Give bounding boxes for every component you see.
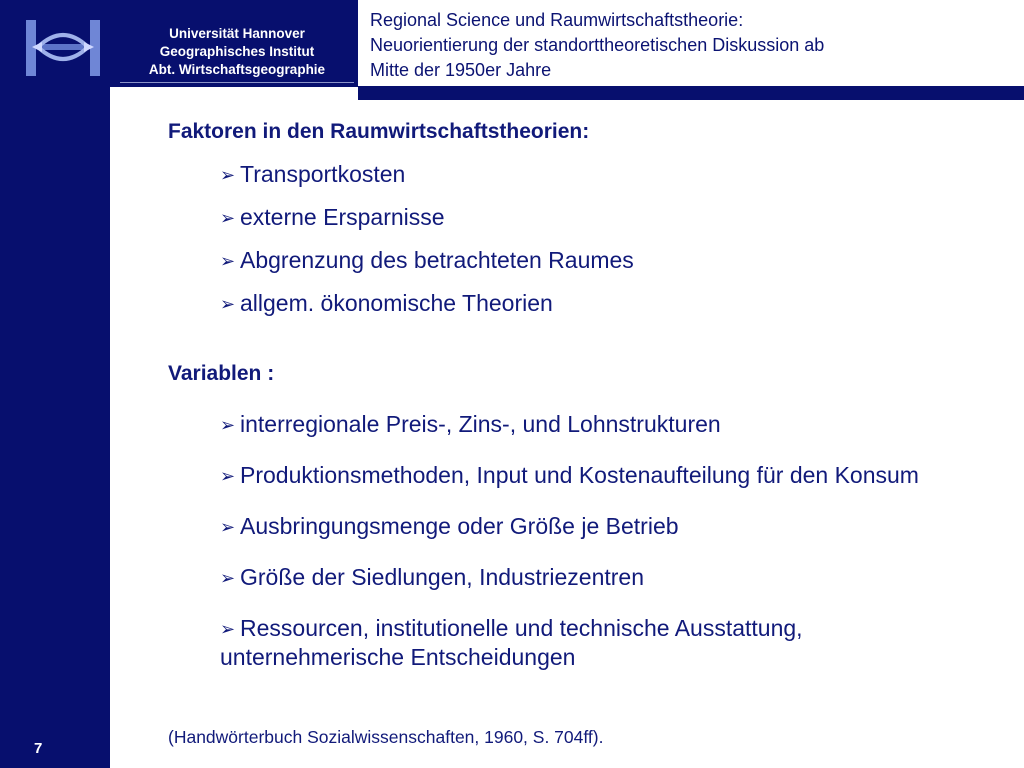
slide-content	[168, 118, 998, 671]
list-item-text: interregionale Preis-, Zins-, und Lohnstrukturen	[240, 411, 721, 437]
list-item-text: allgem. ökonomische Theorien	[240, 290, 553, 316]
institution-line-institute: Geographisches Institut	[159, 44, 315, 59]
institution-underline	[120, 82, 354, 83]
arrow-bullet-icon: ➢	[220, 165, 236, 185]
arrow-bullet-icon: ➢	[220, 251, 236, 271]
arrow-bullet-icon: ➢	[220, 568, 236, 588]
side-band	[0, 0, 110, 768]
lecture-title-line-2: Neuorientierung der standorttheoretischen Diskussion ab	[370, 35, 825, 55]
list-item-text: Ausbringungsmenge oder Größe je Betrieb	[240, 513, 679, 539]
header-rule	[358, 86, 1024, 100]
list-item	[168, 512, 998, 541]
page-number: 7	[34, 740, 43, 757]
institution-name	[118, 25, 356, 79]
arrow-bullet-icon: ➢	[220, 294, 236, 314]
arrow-bullet-icon: ➢	[220, 466, 236, 486]
list-item	[168, 289, 998, 318]
source-citation: (Handwörterbuch Sozialwissenschaften, 1960, S. 704ff).	[168, 727, 604, 747]
list-item-text: Transportkosten	[240, 161, 406, 187]
arrow-bullet-icon: ➢	[220, 208, 236, 228]
list-item-text: Größe der Siedlungen, Industriezentren	[240, 564, 645, 590]
list-item	[168, 563, 998, 592]
university-h-logo-icon	[24, 18, 102, 78]
list-item-text: Abgrenzung des betrachteten Raumes	[240, 247, 634, 273]
arrow-bullet-icon: ➢	[220, 517, 236, 537]
lecture-title-line-1: Regional Science und Raumwirtschaftstheorie:	[370, 10, 744, 30]
list-item	[168, 203, 998, 232]
institution-line-department: Abt. Wirtschaftsgeographie	[148, 62, 326, 77]
list-item-text: Ressourcen, institutionelle und technische Ausstattung, unternehmerische Entscheidungen	[220, 615, 803, 670]
list-item	[168, 160, 998, 189]
list-item-text: Produktionsmethoden, Input und Kostenaufteilung für den Konsum	[240, 462, 919, 488]
section-heading-variables: Variablen :	[168, 362, 275, 385]
lecture-title-line-3: Mitte der 1950er Jahre	[370, 60, 552, 80]
list-item-text: externe Ersparnisse	[240, 204, 445, 230]
list-item	[168, 410, 998, 439]
list-item	[168, 614, 980, 671]
institution-line-university: Universität Hannover	[169, 26, 305, 41]
list-item	[168, 461, 980, 490]
section-heading-factors: Faktoren in den Raumwirtschaftstheorien:	[168, 120, 590, 143]
lecture-title	[370, 8, 1010, 83]
arrow-bullet-icon: ➢	[220, 415, 236, 435]
list-item	[168, 246, 998, 275]
arrow-bullet-icon: ➢	[220, 619, 236, 639]
